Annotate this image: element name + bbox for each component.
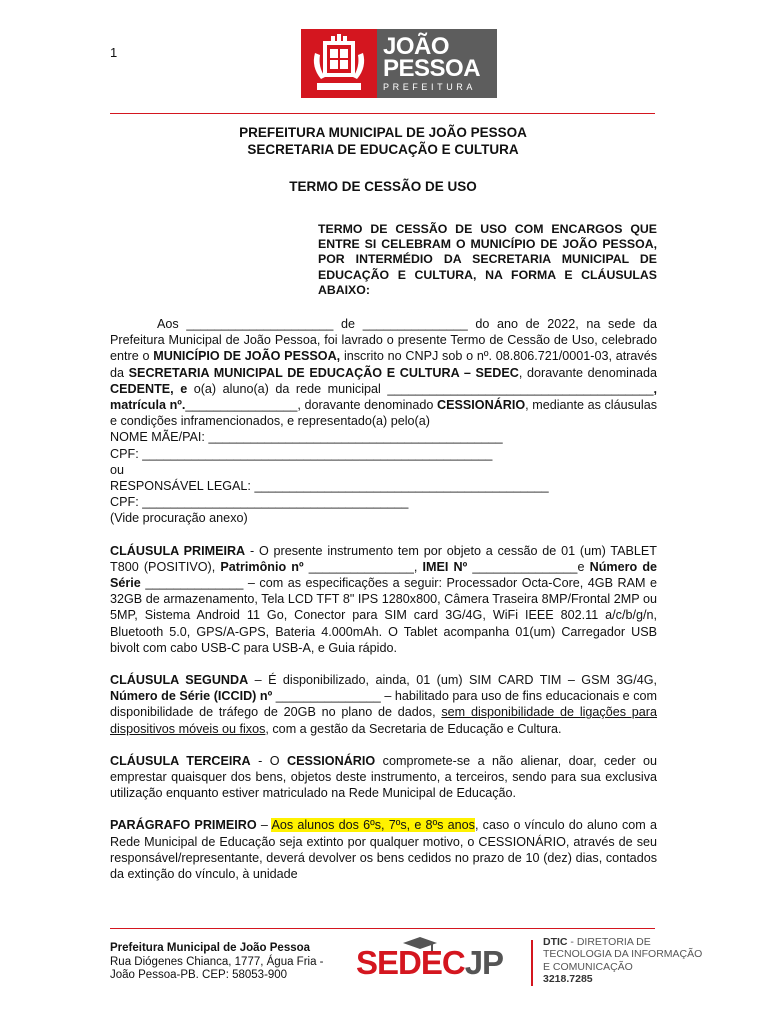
field-vide: (Vide procuração anexo) <box>110 511 248 526</box>
logo-line-2: PESSOA <box>383 54 481 82</box>
sedec-name: SECRETARIA MUNICIPAL DE EDUCAÇÃO E CULTURA – SEDEC <box>128 365 519 380</box>
paragrafo-primeiro-label: PARÁGRAFO PRIMEIRO <box>110 818 257 833</box>
dtic-label: DTIC <box>543 936 568 948</box>
clausula-segunda-underlined: sem disponibilidade de ligações para dispositivos móveis ou fixos <box>110 705 658 736</box>
footer-address <box>110 942 324 983</box>
cpf-1-blank: __________________________________________________ <box>142 446 493 461</box>
dtic-line-1 <box>543 936 713 948</box>
crest-icon <box>301 29 377 98</box>
cpf-2-label: CPF: <box>110 495 139 510</box>
logo-line-1: JOÃO <box>383 32 450 60</box>
clausula-terceira <box>110 753 657 802</box>
dtic-info <box>543 936 713 985</box>
aluno-text: o(a) aluno(a) da rede municipal <box>193 381 381 396</box>
cpf-2-blank: ______________________________________ <box>142 495 409 510</box>
blank-month: _______________ <box>362 317 468 331</box>
paragrafo-primeiro-dash: – <box>260 818 268 833</box>
logo-line-3: PREFEITURA <box>383 81 477 92</box>
document-body <box>110 316 657 882</box>
iccid-label: Número de Série (ICCID) nº <box>110 689 273 704</box>
nome-mae-pai-blank: __________________________________________ <box>208 430 503 445</box>
intro-de: de <box>341 317 356 331</box>
iccid-blank: _______________ <box>275 689 381 704</box>
blank-matricula: ________________, <box>185 398 301 413</box>
serie-label: Número de Série <box>110 559 658 591</box>
clausula-primeira-e: e <box>577 559 585 574</box>
field-nome-mae-pai <box>110 429 657 445</box>
header-line-2: SECRETARIA DE EDUCAÇÃO E CULTURA <box>247 142 519 157</box>
clausula-terceira-label: CLÁUSULA TERCEIRA <box>110 753 251 768</box>
intro-year-text: do ano de 2022, na sede da Prefeitura Municipal de João Pessoa, foi lavrado o presente Termo de Cessão de Uso, celebrado entre o <box>110 317 657 364</box>
preamble: TERMO DE CESSÃO DE USO COM ENCARGOS QUE ENTRE SI CELEBRAM O MUNICÍPIO DE JOÃO PESSOA, POR INTERMÉDIO DA SECRETARIA MUNICIPAL DE EDUCAÇÃO E CULTURA, NA FORMA E CLÁUSULAS ABAIXO: <box>318 222 657 297</box>
paragrafo-primeiro-text: , caso o vínculo do aluno com a Rede Municipal de Educação seja extinto por qualquer motivo, o CESSIONÁRIO, através de seu responsável/representante, deverá devolver os bens cedidos no prazo de 10 (dez) dias, contados da extinção do vínculo, à unidade <box>110 818 657 882</box>
patrimonio-blank: _______________, <box>308 559 418 574</box>
clausula-segunda-text-2: – habilitado para uso de fins educacionais e com disponibilidade de tráfego de 20GB no plano de dados, <box>110 689 658 720</box>
dtic-line-3: E COMUNICAÇÃO <box>543 960 633 973</box>
header-divider <box>110 113 655 114</box>
paragrafo-primeiro <box>110 817 657 882</box>
municipio-name: MUNICÍPIO DE JOÃO PESSOA, <box>153 349 341 364</box>
clausula-terceira-text-2: compromete-se a não alienar, doar, ceder ou emprestar quaisquer dos bens, objetos deste instrumento, a terceiros, sendo para sua exclusiva utilização enquanto estiver matriculado na Rede Municipal de Educação. <box>110 753 658 801</box>
cessionario-label: CESSIONÁRIO <box>437 398 526 413</box>
intro-paragraph <box>110 316 657 429</box>
mediante-text: , mediante as cláusulas e condições inframencionados, e representado(a) pelo(a) <box>110 398 657 429</box>
footer-name: Prefeitura Municipal de João Pessoa <box>110 942 311 954</box>
clausula-primeira-label: CLÁUSULA PRIMEIRA <box>110 543 246 558</box>
blank-aluno: ______________________________________ <box>387 381 654 396</box>
footer-vertical-divider <box>531 940 533 986</box>
sedec-wordmark <box>356 944 503 982</box>
field-cpf-1 <box>110 446 657 462</box>
sedec-logo <box>356 936 526 986</box>
footer-divider <box>110 928 655 929</box>
nome-mae-pai-label: NOME MÃE/PAI: <box>110 430 205 445</box>
jp-word: JP <box>464 944 504 981</box>
matricula-label: , matrícula nº. <box>110 381 658 413</box>
clausula-segunda-text-1: – É disponibilizado, ainda, 01 (um) SIM CARD TIM – GSM 3G/4G, <box>254 673 657 688</box>
imei-label: IMEI Nº <box>422 559 468 574</box>
patrimonio-label: Patrimônio nº <box>220 559 304 574</box>
dtic-line-2: TECNOLOGIA DA INFORMAÇÃO <box>543 948 703 961</box>
dtic-rest: - DIRETORIA DE <box>570 936 651 948</box>
footer-address-line-2: João Pessoa-PB. CEP: 58053-900 <box>110 969 288 981</box>
page-number: 1 <box>110 45 118 60</box>
sedec-word: SEDEC <box>356 944 465 981</box>
intro-aos: Aos <box>157 317 179 331</box>
clausula-segunda-label: CLÁUSULA SEGUNDA <box>110 673 249 688</box>
imei-blank: _______________ <box>472 559 578 574</box>
denominada-text: , doravante denominada <box>518 365 657 380</box>
clausula-terceira-text-1: - O <box>258 753 280 768</box>
logo-text <box>377 29 497 98</box>
highlighted-text: Aos alunos dos 6ºs, 7ºs, e 8ºs anos <box>271 818 475 833</box>
document-title: TERMO DE CESSÃO DE USO <box>289 179 477 194</box>
cpf-1-label: CPF: <box>110 446 139 461</box>
clausula-segunda-text-3: , com a gestão da Secretaria de Educação e Cultura. <box>265 721 562 736</box>
cedente-label: CEDENTE, e <box>110 381 188 396</box>
clausula-primeira-text-1: - O presente instrumento tem por objeto a cessão de 01 (um) TABLET T800 (POSITIVO), <box>110 543 657 574</box>
dtic-phone: 3218.7285 <box>543 972 593 985</box>
header-line-1: PREFEITURA MUNICIPAL DE JOÃO PESSOA <box>239 125 527 140</box>
responsavel-blank: __________________________________________ <box>254 479 549 494</box>
prefeitura-logo <box>301 29 497 98</box>
field-cpf-2 <box>110 494 657 510</box>
field-ou: ou <box>110 462 125 477</box>
clausula-primeira <box>110 543 657 656</box>
cnpj-text: inscrito no CNPJ sob o nº. 08.806.721/0001-03, através da <box>110 349 658 380</box>
responsavel-label: RESPONSÁVEL LEGAL: <box>110 479 251 494</box>
clausula-primeira-text-2: – com as especificações a seguir: Processador Octa-Core, 4GB RAM e 32GB de armazenamento, Tela LCD TFT 8" IPS 1280x800, Câmera Traseira 8MP/Frontal 2MP ou 5MP, Sistema Android 11 Go, Conector para SIM card 3G/4G, WiFi IEEE 802.11 a/c/b/g/n, Bluetooth 5.0, GPS/A-GPS, Bateria 4.000mAh. O Tablet acompanha 01(um) Carregador USB bivolt com cabo USB-C para USB-A, e Guia rápido. <box>110 576 658 655</box>
doravante-text: doravante denominado <box>304 398 434 413</box>
clausula-terceira-cessionario: CESSIONÁRIO <box>287 753 376 768</box>
blank-day: _____________________ <box>186 317 334 331</box>
document-header <box>110 124 656 158</box>
footer-address-line-1: Rua Diógenes Chianca, 1777, Água Fria - <box>110 955 324 968</box>
serie-blank: ______________ <box>145 576 244 591</box>
clausula-segunda <box>110 672 657 737</box>
field-responsavel <box>110 478 657 494</box>
